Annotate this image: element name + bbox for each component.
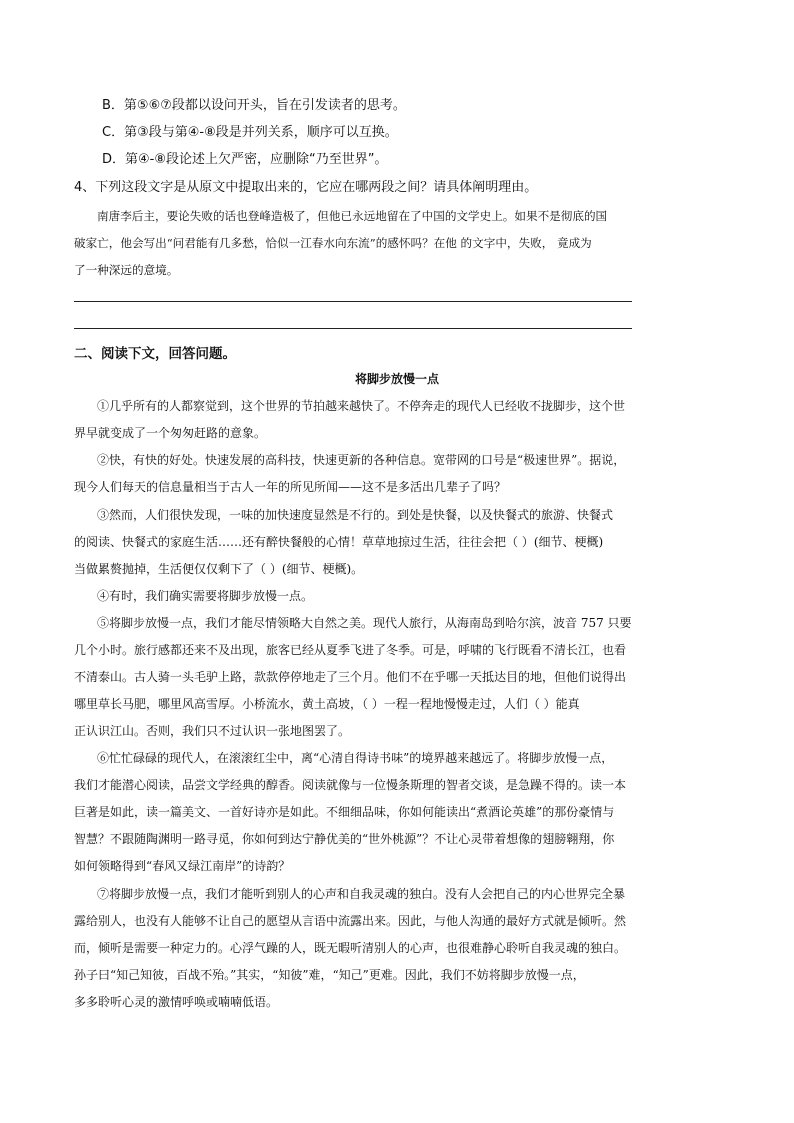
article-line: 哪里草长马肥，哪里风高雪厚。小桥流水，黄土高坡，（ ）一程一程地慢慢走过，人们（ ）能真	[74, 697, 580, 711]
excerpt-line: 南唐李后主，要论失败的话也登峰造极了，但他已永远地留在了中国的文学史上。如果不是彻底的国	[97, 209, 608, 223]
article-line: 露给别人，也没有人能够不让自己的愿望从言语中流露出来。因此，与他人沟通的最好方式就是倾听。然	[74, 914, 627, 928]
article-line: 我们才能潜心阅读，品尝文学经典的醇香。阅读就像与一位慢条斯理的智者交谈，是急躁不得的。读一本	[74, 778, 627, 792]
question-4-prompt: 4、下列这段文字是从原文中提取出来的，它应在哪两段之间？请具体阐明理由。	[74, 180, 538, 195]
article-line: 当做累赘抛掉，生活便仅仅剩下了（ ）(细节、梗概)。	[74, 562, 364, 576]
article-line: 如何领略得到“春风又绿江南岸”的诗韵？	[74, 859, 291, 873]
article-line: 智慧？不跟随陶渊明一路寻觅，你如何到达宁静优美的“世外桃源”？不让心灵带着想像的翅膀翱翔，你	[74, 832, 615, 846]
article-line: ③然而，人们很快发现，一味的加快速度显然是不行的。到处是快餐，以及快餐式的旅游、快餐式	[97, 508, 614, 522]
article-line: ①几乎所有的人都察觉到，这个世界的节拍越来越快了。不停奔走的现代人已经收不拢脚步，这个世	[97, 399, 626, 413]
article-line: ④有时，我们确实需要将脚步放慢一点。	[97, 589, 314, 603]
article-line: ⑥忙忙碌碌的现代人，在滚滚红尘中，离“心清自得诗书味”的境界越来越远了。将脚步放慢一点，	[97, 751, 614, 765]
article-line: ②快，有快的好处。快速发展的高科技，快速更新的各种信息。宽带网的口号是“极速世界”。据说，	[97, 453, 626, 467]
excerpt-line: 了一种深远的意境。	[74, 263, 179, 277]
option-d: D．第④-⑧段论述上欠严密，应删除“乃至世界”。	[102, 152, 388, 167]
article-line: 正认识江山。否则，我们只不过认识一张地图罢了。	[74, 724, 351, 738]
article-line: 多多聆听心灵的激情呼唤或喃喃低语。	[74, 995, 279, 1009]
article-line: 几个小时。旅行感都还来不及出现，旅客已经从夏季飞进了冬季。可是，呼啸的飞行既看不清长江，也看	[74, 643, 627, 657]
article-line: 巨著是如此，读一篇美文、一首好诗亦是如此。不细细品味，你如何能读出“煮酒论英雄”的那份豪情与	[74, 805, 615, 819]
section-2-title: 二、阅读下文，回答问题。	[74, 346, 236, 362]
article-line: 现今人们每天的信息量相当于古人一年的所见所闻——这不是多活出几辈子了吗？	[74, 480, 507, 494]
article-line: 界早就变成了一个匆匆赶路的意象。	[74, 426, 267, 440]
article-line: 孙子曰“知己知彼，百战不殆。”其实，“知彼”难，“知己”更难。因此，我们不妨将脚步放慢一点，	[74, 968, 585, 982]
article-line: 而，倾听是需要一种定力的。心浮气躁的人，既无暇听清别人的心声，也很难静心聆听自我灵魂的独白。	[74, 941, 627, 955]
option-b: B．第⑤⑥⑦段都以设问开头，旨在引发读者的思考。	[102, 98, 406, 113]
article-line: 不清泰山。古人骑一头毛驴上路，款款停停地走了三个月。他们不在乎哪一天抵达目的地，但他们说得出	[74, 670, 627, 684]
answer-line[interactable]	[74, 301, 632, 302]
answer-line[interactable]	[74, 328, 632, 329]
article-line: ⑤将脚步放慢一点，我们才能尽情领略大自然之美。现代人旅行，从海南岛到哈尔滨，波音 757 只要	[97, 616, 632, 630]
article-title: 将脚步放慢一点	[354, 372, 439, 386]
article-line: ⑦将脚步放慢一点，我们才能听到别人的心声和自我灵魂的独白。没有人会把自己的内心世界完全暴	[97, 887, 626, 901]
article-line: 的阅读、快餐式的家庭生活……还有醉快餐般的心情！草草地掠过生活，往往会把（ ）(细节、梗概)	[74, 535, 604, 549]
option-c: C．第③段与第④-⑧段是并列关系，顺序可以互换。	[102, 125, 398, 140]
excerpt-line: 破家亡，他会写出“问君能有几多愁，恰似一江春水向东流”的感怀吗？在他 的文字中，失败， 竟成为	[74, 236, 592, 250]
